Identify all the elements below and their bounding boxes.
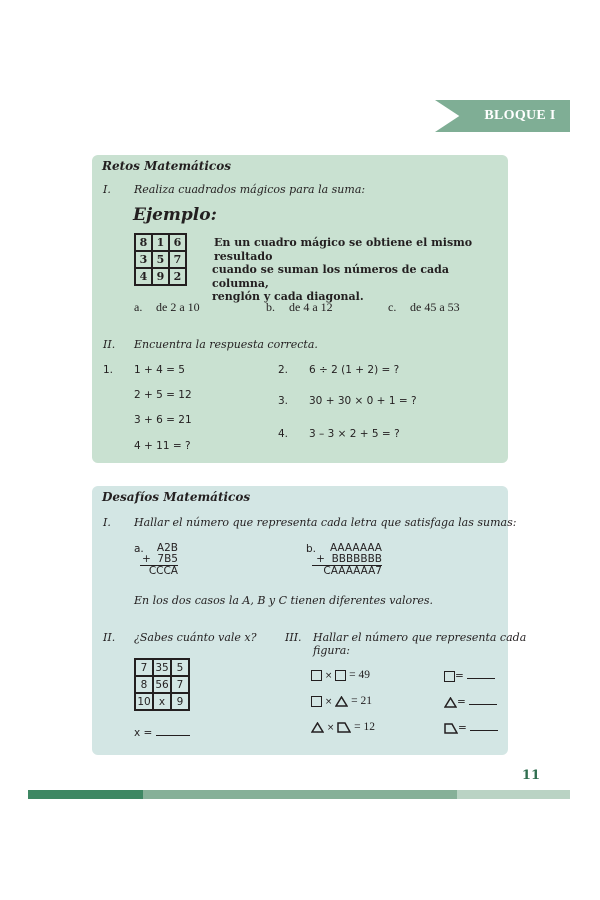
x-answer-blank[interactable] <box>156 726 190 736</box>
sum-b-letter: b. <box>306 543 317 555</box>
trapezoid-answer-blank[interactable] <box>470 721 498 731</box>
equation-result: = 12 <box>354 721 376 733</box>
option-a-text: de 2 a 10 <box>156 300 200 314</box>
desafios-section-i-numeral: I. <box>103 516 111 529</box>
footer-bar-dark <box>28 790 143 799</box>
grid-cell: 8 <box>136 677 152 692</box>
triangle-icon <box>311 722 324 733</box>
sum-a-addend: + 7B5 <box>141 553 178 565</box>
equation-result: = 49 <box>349 669 371 681</box>
sum-a <box>140 543 178 577</box>
shape-equation-3 <box>311 721 375 733</box>
shape-equation-2 <box>311 695 372 707</box>
magic-cell: 6 <box>170 235 185 250</box>
sum-a-letter: a. <box>134 543 144 555</box>
explanation-line: renglón y cada diagonal. <box>212 290 364 303</box>
square-answer <box>444 669 495 682</box>
desafios-section-iii-instruction <box>313 631 526 657</box>
answer-equals: = <box>457 696 466 708</box>
retos-title: Retos Matemáticos <box>102 159 231 173</box>
instruction-line: Hallar el número que representa cada <box>313 631 527 644</box>
trapezoid-icon <box>444 723 458 734</box>
problem-1-line: 3 + 6 = 21 <box>134 414 192 426</box>
times-sign: × <box>324 671 333 681</box>
grid-cell: 35 <box>155 661 169 674</box>
option-b-letter: b. <box>266 300 275 314</box>
grid-cell: 56 <box>155 678 169 691</box>
square-icon <box>335 670 346 681</box>
explanation-line: En un cuadro mágico se obtiene el mismo resultado <box>214 236 473 263</box>
problem-4-number: 4. <box>278 428 289 440</box>
x-answer-label: x = <box>134 727 153 739</box>
square-icon <box>311 696 322 707</box>
desafios-section-ii-numeral: II. <box>103 631 116 644</box>
ejemplo-label: Ejemplo: <box>133 205 217 225</box>
sum-b-top: AAAAAAA <box>329 542 382 554</box>
magic-cell: 3 <box>136 252 151 267</box>
magic-square-explanation <box>212 236 502 304</box>
magic-cell: 1 <box>153 235 168 250</box>
square-answer-blank[interactable] <box>467 669 495 679</box>
answer-equals: = <box>458 722 467 734</box>
option-b-text: de 4 a 12 <box>289 300 333 314</box>
sum-a-result: CCCA <box>148 565 178 577</box>
sum-b-result: CAAAAAA7 <box>323 565 382 577</box>
footer-bar-light <box>457 790 570 799</box>
problem-1-number: 1. <box>103 364 114 376</box>
magic-cell: 8 <box>136 235 151 250</box>
problem-2-text: 6 ÷ 2 (1 + 2) = ? <box>309 364 400 376</box>
desafios-note: En los dos casos la A, B y C tienen diferentes valores. <box>134 594 434 607</box>
grid-cell: x <box>154 694 170 709</box>
sum-a-top: A2B <box>156 542 178 554</box>
times-sign: × <box>324 697 333 707</box>
page-number: 11 <box>521 768 540 783</box>
grid-cell: 7 <box>136 660 152 675</box>
square-icon <box>444 671 455 682</box>
triangle-icon <box>335 696 348 707</box>
option-c-letter: c. <box>388 300 397 314</box>
shape-equation-1 <box>311 669 370 681</box>
sum-b <box>312 543 382 577</box>
times-sign: × <box>326 723 335 733</box>
retos-section-ii-instruction: Encuentra la respuesta correcta. <box>134 338 318 351</box>
magic-cell: 7 <box>170 252 185 267</box>
magic-cell: 2 <box>170 269 185 284</box>
grid-cell: 5 <box>172 660 188 675</box>
example-magic-square <box>134 233 187 286</box>
triangle-answer-blank[interactable] <box>469 695 497 705</box>
desafios-section-iii-numeral: III. <box>285 631 302 644</box>
magic-cell: 5 <box>153 252 168 267</box>
equation-result: = 21 <box>351 695 373 707</box>
problem-1-line: 1 + 4 = 5 <box>134 364 185 376</box>
explanation-line: cuando se suman los números de cada columna, <box>212 263 449 290</box>
grid-cell: 9 <box>172 694 188 709</box>
problem-1-line: 4 + 11 = ? <box>134 440 191 452</box>
problem-3-number: 3. <box>278 395 289 407</box>
desafios-section-ii-instruction: ¿Sabes cuánto vale x? <box>134 631 257 644</box>
magic-cell: 9 <box>153 269 168 284</box>
desafios-title: Desafíos Matemáticos <box>102 490 251 504</box>
sum-b-addend: + BBBBBBB <box>316 553 382 565</box>
instruction-line: figura: <box>313 644 350 657</box>
problem-2-number: 2. <box>278 364 289 376</box>
retos-section-i-instruction: Realiza cuadrados mágicos para la suma: <box>134 183 366 196</box>
magic-cell: 4 <box>136 269 151 284</box>
trapezoid-icon <box>337 722 351 733</box>
grid-cell: 7 <box>172 677 188 692</box>
triangle-answer <box>444 695 497 708</box>
problem-1-line: 2 + 5 = 12 <box>134 389 192 401</box>
option-a-letter: a. <box>134 300 143 314</box>
trapezoid-answer <box>444 721 498 734</box>
footer-bar-mid <box>143 790 457 799</box>
square-icon <box>311 670 322 681</box>
x-grid <box>134 658 190 711</box>
problem-3-text: 30 + 30 × 0 + 1 = ? <box>309 395 417 407</box>
desafios-section-i-instruction: Hallar el número que representa cada letra que satisfaga las sumas: <box>134 516 517 529</box>
retos-section-i-numeral: I. <box>103 183 111 196</box>
answer-equals: = <box>455 670 464 682</box>
grid-cell: 10 <box>137 695 151 708</box>
bloque-label: BLOQUE I <box>484 108 556 123</box>
retos-section-ii-numeral: II. <box>103 338 116 351</box>
x-answer <box>134 726 190 739</box>
problem-4-text: 3 – 3 × 2 + 5 = ? <box>309 428 400 440</box>
triangle-icon <box>444 697 457 708</box>
option-c-text: de 45 a 53 <box>410 300 460 314</box>
